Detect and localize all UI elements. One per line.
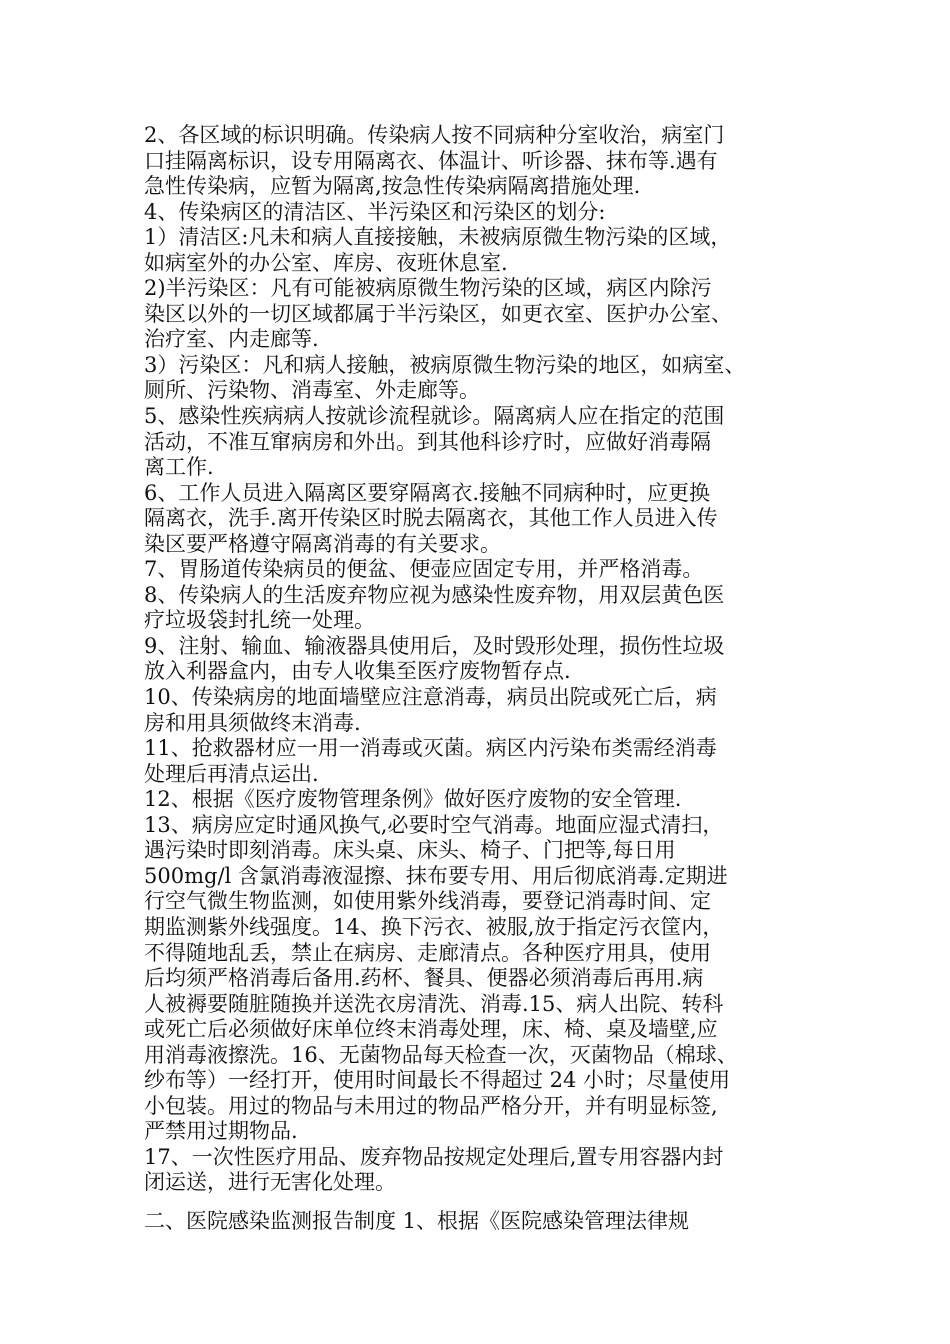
text-line: 治疗室、内走廊等. <box>144 327 319 352</box>
section-heading: 二、医院感染监测报告制度 1、根据《医院感染管理法律规 <box>144 1208 690 1233</box>
text-line: 口挂隔离标识，设专用隔离衣、体温计、听诊器、抹布等.遇有 <box>144 148 718 173</box>
text-line: 7、胃肠道传染病员的便盆、便壶应固定专用，并严格消毒。 <box>144 557 704 582</box>
text-line: 期监测紫外线强度。14、换下污衣、被服,放于指定污衣筐内， <box>144 914 724 939</box>
text-line: 遇污染时即刻消毒。床头桌、床头、椅子、门把等,每日用 <box>144 838 676 863</box>
text-line: 1）清洁区:凡未和病人直接接触，未被病原微生物污染的区域， <box>144 225 732 250</box>
text-line: 急性传染病，应暂为隔离,按急性传染病隔离措施处理. <box>144 174 641 199</box>
text-line: 500mg/l 含氯消毒液湿擦、抹布要专用、用后彻底消毒.定期进 <box>144 863 728 888</box>
text-line: 疗垃圾袋封扎统一处理。 <box>144 608 375 633</box>
text-line: 5、感染性疾病病人按就诊流程就诊。隔离病人应在指定的范围 <box>144 404 725 429</box>
text-line: 6、工作人员进入隔离区要穿隔离衣.接触不同病种时，应更换 <box>144 480 711 505</box>
text-line: 12、根据《医疗废物管理条例》做好医疗废物的安全管理. <box>144 787 682 812</box>
text-line: 9、注射、输血、输液器具使用后，及时毁形处理，损伤性垃圾 <box>144 633 725 658</box>
text-line: 小包装。用过的物品与未用过的物品严格分开，并有明显标签, <box>144 1093 718 1118</box>
text-line: 2)半污染区：凡有可能被病原微生物污染的区域，病区内除污 <box>144 276 712 301</box>
text-line: 17、一次性医疗用品、废弃物品按规定处理后,置专用容器内封 <box>144 1144 724 1169</box>
text-line: 3）污染区：凡和病人接触，被病原微生物污染的地区，如病室、 <box>144 352 746 377</box>
text-line: 如病室外的办公室、库房、夜班休息室. <box>144 250 508 275</box>
text-line: 后均须严格消毒后备用.药杯、餐具、便器必须消毒后再用.病 <box>144 966 704 991</box>
text-line: 8、传染病人的生活废弃物应视为感染性废弃物，用双层黄色医 <box>144 582 725 607</box>
text-line: 厕所、污染物、消毒室、外走廊等。 <box>144 378 480 403</box>
text-line: 4、传染病区的清洁区、半污染区和污染区的划分: <box>144 199 606 224</box>
text-line: 行空气微生物监测，如使用紫外线消毒，要登记消毒时间、定 <box>144 889 711 914</box>
document-body <box>144 123 814 1235</box>
text-line: 严禁用过期物品. <box>144 1119 298 1144</box>
text-line: 不得随地乱丢，禁止在病房、走廊清点。各种医疗用具，使用 <box>144 940 711 965</box>
text-line: 或死亡后必须做好床单位终末消毒处理，床、椅、桌及墙壁,应 <box>144 1017 718 1042</box>
text-line: 2、各区域的标识明确。传染病人按不同病种分室收治，病室门 <box>144 123 725 147</box>
text-line: 11、抢救器材应一用一消毒或灭菌。病区内污染布类需经消毒 <box>144 736 717 761</box>
text-line: 13、病房应定时通风换气,必要时空气消毒。地面应湿式清扫， <box>144 812 724 837</box>
text-line: 房和用具须做终末消毒. <box>144 710 361 735</box>
text-line: 纱布等）一经打开，使用时间最长不得超过 24 小时；尽量使用 <box>144 1068 731 1093</box>
text-line: 人被褥要随脏随换并送洗衣房清洗、消毒.15、病人出院、转科 <box>144 991 724 1016</box>
text-line: 闭运送，进行无害化处理。 <box>144 1170 396 1195</box>
text-line: 染区要严格遵守隔离消毒的有关要求。 <box>144 531 501 556</box>
text-line: 放入利器盒内，由专人收集至医疗废物暂存点. <box>144 659 571 684</box>
text-line: 用消毒液擦洗。16、无菌物品每天检查一次，灭菌物品（棉球、 <box>144 1042 738 1067</box>
text-line: 活动，不准互窜病房和外出。到其他科诊疗时，应做好消毒隔 <box>144 429 711 454</box>
text-line: 10、传染病房的地面墙壁应注意消毒，病员出院或死亡后，病 <box>144 685 717 710</box>
text-line: 隔离衣，洗手.离开传染区时脱去隔离衣，其他工作人员进入传 <box>144 506 718 531</box>
text-line: 染区以外的一切区域都属于半污染区，如更衣室、医护办公室、 <box>144 301 732 326</box>
text-line: 离工作. <box>144 455 214 480</box>
text-line: 处理后再清点运出. <box>144 761 319 786</box>
